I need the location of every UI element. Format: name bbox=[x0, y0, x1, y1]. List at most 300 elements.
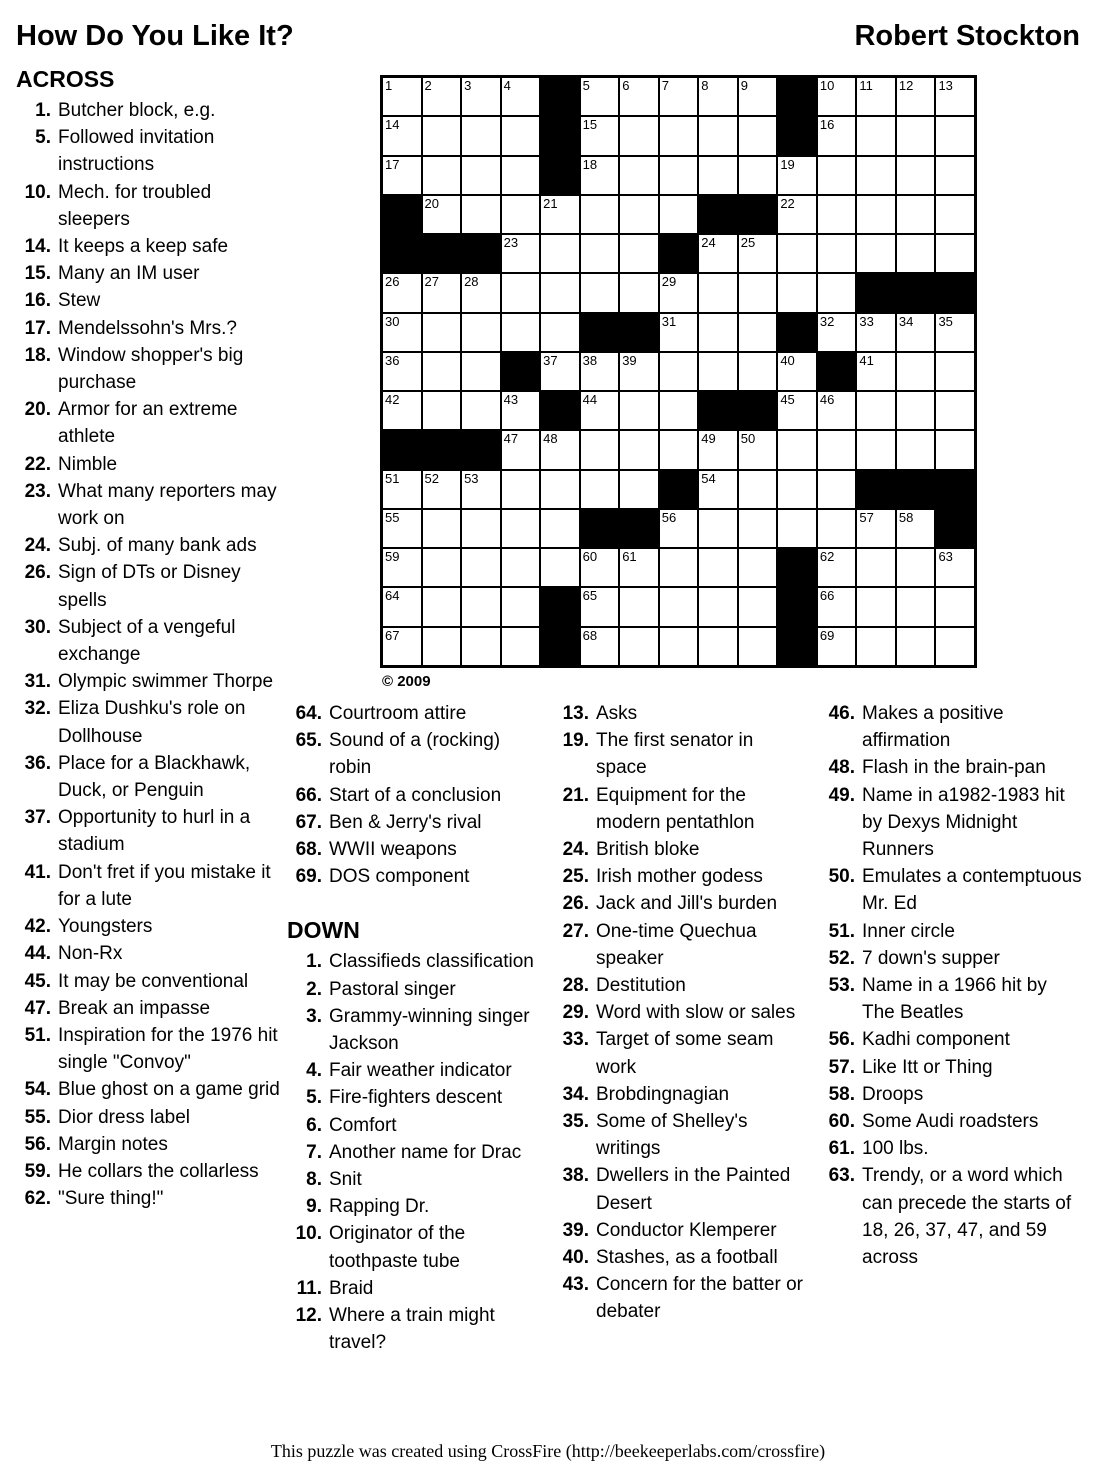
clue-text: Butcher block, e.g. bbox=[58, 100, 216, 121]
clue-text: Eliza Dushku's role on Dollhouse bbox=[58, 698, 246, 747]
grid-cell[interactable] bbox=[857, 628, 895, 665]
grid-cell[interactable] bbox=[423, 353, 461, 390]
across-clue bbox=[16, 124, 282, 178]
across-clue bbox=[16, 532, 282, 559]
grid-cell[interactable] bbox=[936, 588, 974, 625]
clue-number: 14. bbox=[24, 236, 51, 258]
grid-cell[interactable] bbox=[502, 392, 540, 429]
grid-cell[interactable] bbox=[620, 117, 658, 154]
grid-cell[interactable] bbox=[739, 235, 777, 272]
grid-cell[interactable] bbox=[699, 157, 737, 194]
cell-number: 68 bbox=[582, 627, 598, 643]
grid-cell[interactable] bbox=[541, 196, 579, 233]
grid-cell[interactable] bbox=[739, 431, 777, 468]
grid-cell[interactable] bbox=[581, 196, 619, 233]
grid-cell[interactable] bbox=[541, 431, 579, 468]
clue-text: Comfort bbox=[329, 1114, 397, 1136]
clue-text: Grammy-winning singer Jackson bbox=[329, 1005, 530, 1055]
grid-cell[interactable] bbox=[620, 588, 658, 625]
grid-cell[interactable] bbox=[620, 78, 658, 115]
grid-cell[interactable] bbox=[897, 235, 935, 272]
grid-cell[interactable] bbox=[383, 510, 421, 547]
grid-cell[interactable] bbox=[699, 353, 737, 390]
grid-cell[interactable] bbox=[857, 431, 895, 468]
cell-number: 29 bbox=[661, 274, 677, 290]
clue-text: Stashes, as a football bbox=[596, 1247, 778, 1269]
grid-cell[interactable] bbox=[660, 353, 698, 390]
grid-cell[interactable] bbox=[660, 431, 698, 468]
grid-cell[interactable] bbox=[620, 157, 658, 194]
grid-cell[interactable] bbox=[897, 431, 935, 468]
across-clue bbox=[16, 315, 282, 342]
clue-text: Snit bbox=[329, 1169, 362, 1191]
black-cell bbox=[818, 353, 856, 390]
down-clue bbox=[554, 1271, 806, 1325]
black-cell bbox=[620, 314, 658, 351]
grid-cell[interactable] bbox=[818, 235, 856, 272]
clue-number: 45. bbox=[24, 970, 51, 992]
grid-cell[interactable] bbox=[581, 157, 619, 194]
grid-cell[interactable] bbox=[818, 314, 856, 351]
grid-cell[interactable] bbox=[818, 628, 856, 665]
clue-text: Mech. for troubled sleepers bbox=[58, 181, 212, 230]
grid-cell[interactable] bbox=[541, 274, 579, 311]
grid-cell[interactable] bbox=[383, 353, 421, 390]
clue-number: 21. bbox=[562, 784, 589, 806]
cell-number: 67 bbox=[385, 627, 400, 643]
clue-text: Brobdingnagian bbox=[596, 1083, 730, 1105]
grid-cell[interactable] bbox=[660, 117, 698, 154]
grid-cell[interactable] bbox=[857, 157, 895, 194]
clue-text: Rapping Dr. bbox=[329, 1196, 430, 1218]
grid-cell[interactable] bbox=[818, 588, 856, 625]
grid-cell[interactable] bbox=[502, 196, 540, 233]
grid-cell[interactable] bbox=[660, 628, 698, 665]
grid-cell[interactable] bbox=[857, 314, 895, 351]
grid-cell[interactable] bbox=[581, 274, 619, 311]
grid-cell[interactable] bbox=[699, 510, 737, 547]
grid-cell[interactable] bbox=[462, 549, 500, 586]
grid-cell[interactable] bbox=[818, 471, 856, 508]
grid-cell[interactable] bbox=[936, 157, 974, 194]
grid-cell[interactable] bbox=[581, 471, 619, 508]
grid-cell[interactable] bbox=[620, 274, 658, 311]
grid-cell[interactable] bbox=[936, 78, 974, 115]
clue-number: 6. bbox=[306, 1114, 322, 1136]
grid-cell[interactable] bbox=[581, 588, 619, 625]
clue-number: 23. bbox=[24, 480, 51, 502]
grid-cell[interactable] bbox=[581, 117, 619, 154]
down-clue-list-part3 bbox=[820, 700, 1084, 1271]
grid-cell[interactable] bbox=[423, 78, 461, 115]
black-cell bbox=[383, 196, 421, 233]
clue-text: Dior dress label bbox=[58, 1106, 190, 1128]
across-clue bbox=[16, 1131, 282, 1158]
grid-cell[interactable] bbox=[620, 431, 658, 468]
clue-text: Start of a conclusion bbox=[329, 784, 502, 806]
grid-cell[interactable] bbox=[462, 588, 500, 625]
grid-cell[interactable] bbox=[936, 353, 974, 390]
grid-cell[interactable] bbox=[699, 314, 737, 351]
grid-cell[interactable] bbox=[502, 588, 540, 625]
black-cell bbox=[699, 196, 737, 233]
clue-number: 15. bbox=[24, 263, 51, 285]
grid-cell[interactable] bbox=[423, 510, 461, 547]
grid-cell[interactable] bbox=[818, 157, 856, 194]
grid-cell[interactable] bbox=[778, 471, 816, 508]
grid-cell[interactable] bbox=[620, 392, 658, 429]
grid-cell[interactable] bbox=[778, 274, 816, 311]
grid-cell[interactable] bbox=[818, 392, 856, 429]
grid-cell[interactable] bbox=[502, 314, 540, 351]
across-clue bbox=[16, 233, 282, 260]
grid-cell[interactable] bbox=[739, 549, 777, 586]
clue-number: 25. bbox=[562, 866, 589, 888]
black-cell bbox=[897, 274, 935, 311]
across-clue bbox=[16, 668, 282, 695]
clue-number: 4. bbox=[306, 1060, 322, 1082]
grid-cell[interactable] bbox=[581, 78, 619, 115]
grid-cell[interactable] bbox=[541, 510, 579, 547]
black-cell bbox=[383, 235, 421, 272]
grid-cell[interactable] bbox=[660, 314, 698, 351]
across-clue bbox=[16, 1158, 282, 1185]
down-clue bbox=[554, 1217, 806, 1244]
grid-cell[interactable] bbox=[581, 628, 619, 665]
grid-cell[interactable] bbox=[541, 353, 579, 390]
clue-text: Subject of a vengeful exchange bbox=[58, 616, 236, 666]
grid-cell[interactable] bbox=[818, 196, 856, 233]
grid-cell[interactable] bbox=[699, 471, 737, 508]
cell-number: 18 bbox=[582, 156, 598, 172]
clue-text: It may be conventional bbox=[58, 970, 249, 992]
grid-cell[interactable] bbox=[897, 157, 935, 194]
clue-text: Ben & Jerry's rival bbox=[329, 811, 482, 833]
grid-cell[interactable] bbox=[462, 157, 500, 194]
grid-cell[interactable] bbox=[581, 392, 619, 429]
grid-cell[interactable] bbox=[660, 196, 698, 233]
grid-cell[interactable] bbox=[778, 157, 816, 194]
clue-text: Classifieds classification bbox=[329, 951, 534, 973]
grid-cell[interactable] bbox=[897, 588, 935, 625]
black-cell bbox=[897, 471, 935, 508]
across-clue bbox=[16, 478, 282, 532]
across-clue bbox=[287, 727, 539, 781]
clue-number: 11. bbox=[296, 1277, 322, 1299]
grid-cell[interactable] bbox=[936, 235, 974, 272]
down-clue bbox=[554, 1108, 806, 1162]
down-clue bbox=[287, 1057, 539, 1084]
down-clue bbox=[287, 1112, 539, 1139]
clue-text: Jack and Jill's burden bbox=[596, 893, 778, 915]
clue-text: Opportunity to hurl in a stadium bbox=[58, 807, 251, 856]
grid-cell[interactable] bbox=[936, 314, 974, 351]
grid-cell[interactable] bbox=[423, 117, 461, 154]
grid-cell[interactable] bbox=[383, 588, 421, 625]
across-clue bbox=[16, 287, 282, 314]
grid-cell[interactable] bbox=[620, 471, 658, 508]
grid-cell[interactable] bbox=[936, 117, 974, 154]
grid-cell[interactable] bbox=[581, 235, 619, 272]
cell-number: 40 bbox=[780, 352, 795, 368]
grid-cell[interactable] bbox=[897, 353, 935, 390]
black-cell bbox=[541, 78, 579, 115]
grid-cell[interactable] bbox=[383, 157, 421, 194]
grid-cell[interactable] bbox=[581, 549, 619, 586]
grid-cell[interactable] bbox=[581, 431, 619, 468]
across-clue bbox=[16, 97, 282, 124]
grid-cell[interactable] bbox=[778, 353, 816, 390]
grid-cell[interactable] bbox=[936, 196, 974, 233]
grid-cell[interactable] bbox=[462, 274, 500, 311]
grid-cell[interactable] bbox=[660, 510, 698, 547]
down-clue bbox=[287, 948, 539, 975]
grid-cell[interactable] bbox=[581, 353, 619, 390]
across-clue bbox=[16, 614, 282, 668]
grid-cell[interactable] bbox=[936, 392, 974, 429]
clue-number: 19. bbox=[562, 730, 589, 752]
cell-number: 43 bbox=[503, 392, 519, 408]
grid-cell[interactable] bbox=[502, 471, 540, 508]
clue-number: 43. bbox=[562, 1274, 589, 1296]
grid-cell[interactable] bbox=[739, 78, 777, 115]
clue-text: Another name for Drac bbox=[329, 1141, 522, 1163]
black-cell bbox=[699, 392, 737, 429]
grid-cell[interactable] bbox=[857, 510, 895, 547]
grid-cell[interactable] bbox=[897, 510, 935, 547]
clue-text: Pastoral singer bbox=[329, 978, 456, 1000]
grid-cell[interactable] bbox=[541, 235, 579, 272]
grid-cell[interactable] bbox=[462, 392, 500, 429]
grid-cell[interactable] bbox=[818, 510, 856, 547]
black-cell bbox=[581, 314, 619, 351]
grid-cell[interactable] bbox=[897, 196, 935, 233]
grid-cell[interactable] bbox=[462, 117, 500, 154]
grid-cell[interactable] bbox=[818, 78, 856, 115]
grid-cell[interactable] bbox=[462, 353, 500, 390]
grid-cell[interactable] bbox=[383, 314, 421, 351]
grid-cell[interactable] bbox=[857, 549, 895, 586]
across-clue bbox=[287, 809, 539, 836]
grid-cell[interactable] bbox=[699, 588, 737, 625]
black-cell bbox=[857, 471, 895, 508]
grid-cell[interactable] bbox=[620, 235, 658, 272]
grid-cell[interactable] bbox=[818, 431, 856, 468]
grid-cell[interactable] bbox=[502, 431, 540, 468]
clue-number: 44. bbox=[24, 943, 51, 965]
across-clue bbox=[16, 559, 282, 613]
cell-number: 4 bbox=[503, 78, 511, 93]
black-cell bbox=[502, 353, 540, 390]
grid-cell[interactable] bbox=[383, 549, 421, 586]
clue-text: Window shopper's big purchase bbox=[58, 344, 244, 394]
grid-cell[interactable] bbox=[897, 549, 935, 586]
grid-cell[interactable] bbox=[541, 549, 579, 586]
clue-text: Originator of the toothpaste tube bbox=[329, 1223, 466, 1272]
grid-cell[interactable] bbox=[857, 588, 895, 625]
grid-cell[interactable] bbox=[857, 353, 895, 390]
grid-cell[interactable] bbox=[423, 628, 461, 665]
grid-cell[interactable] bbox=[699, 628, 737, 665]
grid-cell[interactable] bbox=[739, 274, 777, 311]
grid-cell[interactable] bbox=[423, 314, 461, 351]
grid-cell[interactable] bbox=[739, 314, 777, 351]
down-clue bbox=[554, 836, 806, 863]
grid-cell[interactable] bbox=[857, 117, 895, 154]
grid-cell[interactable] bbox=[660, 392, 698, 429]
grid-cell[interactable] bbox=[739, 157, 777, 194]
clue-text: 100 lbs. bbox=[862, 1138, 929, 1160]
grid-cell[interactable] bbox=[423, 274, 461, 311]
clue-number: 16. bbox=[24, 290, 51, 312]
black-cell bbox=[660, 235, 698, 272]
cell-number: 34 bbox=[898, 313, 914, 329]
grid-cell[interactable] bbox=[778, 431, 816, 468]
clue-text: Followed invitation instructions bbox=[58, 127, 215, 176]
grid-cell[interactable] bbox=[739, 117, 777, 154]
clue-number: 61. bbox=[828, 1138, 855, 1160]
grid-cell[interactable] bbox=[660, 78, 698, 115]
black-cell bbox=[541, 588, 579, 625]
grid-cell[interactable] bbox=[936, 431, 974, 468]
grid-cell[interactable] bbox=[699, 235, 737, 272]
clue-number: 9. bbox=[306, 1196, 322, 1218]
grid-cell[interactable] bbox=[818, 117, 856, 154]
down-clue bbox=[554, 1244, 806, 1271]
grid-cell[interactable] bbox=[423, 196, 461, 233]
cell-number: 1 bbox=[385, 78, 393, 93]
black-cell bbox=[423, 235, 461, 272]
grid-cell[interactable] bbox=[699, 431, 737, 468]
grid-cell[interactable] bbox=[699, 549, 737, 586]
grid-cell[interactable] bbox=[857, 196, 895, 233]
grid-cell[interactable] bbox=[660, 274, 698, 311]
clue-number: 12. bbox=[295, 1305, 322, 1327]
grid-cell[interactable] bbox=[462, 510, 500, 547]
clue-number: 60. bbox=[828, 1111, 855, 1133]
black-cell bbox=[936, 274, 974, 311]
clues-column-2 bbox=[287, 700, 539, 1356]
grid-cell[interactable] bbox=[699, 274, 737, 311]
down-clue bbox=[287, 1193, 539, 1220]
grid-cell[interactable] bbox=[818, 274, 856, 311]
grid-cell[interactable] bbox=[660, 549, 698, 586]
grid-cell[interactable] bbox=[936, 628, 974, 665]
clue-number: 8. bbox=[306, 1169, 322, 1191]
clue-number: 58. bbox=[828, 1083, 855, 1105]
cell-number: 30 bbox=[385, 313, 400, 329]
grid-cell[interactable] bbox=[739, 471, 777, 508]
across-clue bbox=[16, 1185, 282, 1212]
clue-number: 56. bbox=[828, 1029, 855, 1051]
grid-cell[interactable] bbox=[778, 196, 816, 233]
cell-number: 17 bbox=[385, 156, 400, 172]
author-byline: Robert Stockton bbox=[854, 20, 1080, 52]
grid-cell[interactable] bbox=[541, 471, 579, 508]
grid-cell[interactable] bbox=[620, 353, 658, 390]
grid-cell[interactable] bbox=[897, 314, 935, 351]
grid-cell[interactable] bbox=[383, 117, 421, 154]
clue-number: 63. bbox=[828, 1165, 855, 1187]
grid-cell[interactable] bbox=[423, 157, 461, 194]
grid-cell[interactable] bbox=[423, 392, 461, 429]
grid-cell[interactable] bbox=[857, 392, 895, 429]
cell-number: 15 bbox=[582, 117, 598, 133]
grid-cell[interactable] bbox=[383, 471, 421, 508]
grid-cell[interactable] bbox=[462, 471, 500, 508]
grid-cell[interactable] bbox=[660, 588, 698, 625]
grid-cell[interactable] bbox=[502, 235, 540, 272]
grid-cell[interactable] bbox=[502, 628, 540, 665]
cell-number: 47 bbox=[503, 431, 519, 447]
grid-cell[interactable] bbox=[462, 196, 500, 233]
clue-number: 31. bbox=[24, 671, 51, 693]
grid-cell[interactable] bbox=[423, 588, 461, 625]
grid-cell[interactable] bbox=[739, 510, 777, 547]
grid-cell[interactable] bbox=[383, 628, 421, 665]
grid-cell[interactable] bbox=[502, 117, 540, 154]
grid-cell[interactable] bbox=[383, 274, 421, 311]
down-clue bbox=[820, 1026, 1084, 1053]
clue-number: 26. bbox=[562, 893, 589, 915]
grid-cell[interactable] bbox=[936, 549, 974, 586]
grid-cell[interactable] bbox=[462, 628, 500, 665]
grid-cell[interactable] bbox=[857, 235, 895, 272]
grid-cell[interactable] bbox=[778, 510, 816, 547]
grid-cell[interactable] bbox=[897, 117, 935, 154]
grid-cell[interactable] bbox=[502, 157, 540, 194]
grid-cell[interactable] bbox=[502, 510, 540, 547]
grid-cell[interactable] bbox=[897, 628, 935, 665]
clue-text: Inspiration for the 1976 hit single "Convoy" bbox=[58, 1024, 278, 1074]
grid-cell[interactable] bbox=[383, 78, 421, 115]
grid-cell[interactable] bbox=[423, 549, 461, 586]
grid-cell[interactable] bbox=[620, 549, 658, 586]
grid-cell[interactable] bbox=[423, 471, 461, 508]
grid-cell[interactable] bbox=[541, 314, 579, 351]
clue-number: 67. bbox=[295, 811, 322, 833]
grid-cell[interactable] bbox=[660, 157, 698, 194]
grid-cell[interactable] bbox=[502, 549, 540, 586]
grid-cell[interactable] bbox=[778, 235, 816, 272]
cell-number: 59 bbox=[385, 549, 400, 565]
across-clue bbox=[16, 995, 282, 1022]
grid-cell[interactable] bbox=[778, 392, 816, 429]
grid-cell[interactable] bbox=[699, 78, 737, 115]
grid-cell[interactable] bbox=[739, 353, 777, 390]
grid-cell[interactable] bbox=[620, 628, 658, 665]
grid-cell[interactable] bbox=[502, 78, 540, 115]
black-cell bbox=[541, 117, 579, 154]
grid-cell[interactable] bbox=[818, 549, 856, 586]
grid-cell[interactable] bbox=[739, 628, 777, 665]
grid-cell[interactable] bbox=[699, 117, 737, 154]
cell-number: 50 bbox=[740, 431, 756, 447]
grid-cell[interactable] bbox=[739, 588, 777, 625]
grid-cell[interactable] bbox=[383, 392, 421, 429]
down-clue bbox=[287, 1275, 539, 1302]
grid-cell[interactable] bbox=[462, 78, 500, 115]
grid-cell[interactable] bbox=[857, 78, 895, 115]
clue-text: Many an IM user bbox=[58, 263, 200, 285]
grid-cell[interactable] bbox=[462, 314, 500, 351]
grid-cell[interactable] bbox=[502, 274, 540, 311]
across-heading: ACROSS bbox=[16, 66, 115, 92]
grid-cell[interactable] bbox=[620, 196, 658, 233]
cell-number: 11 bbox=[859, 78, 873, 93]
grid-cell[interactable] bbox=[897, 392, 935, 429]
grid-cell[interactable] bbox=[897, 78, 935, 115]
